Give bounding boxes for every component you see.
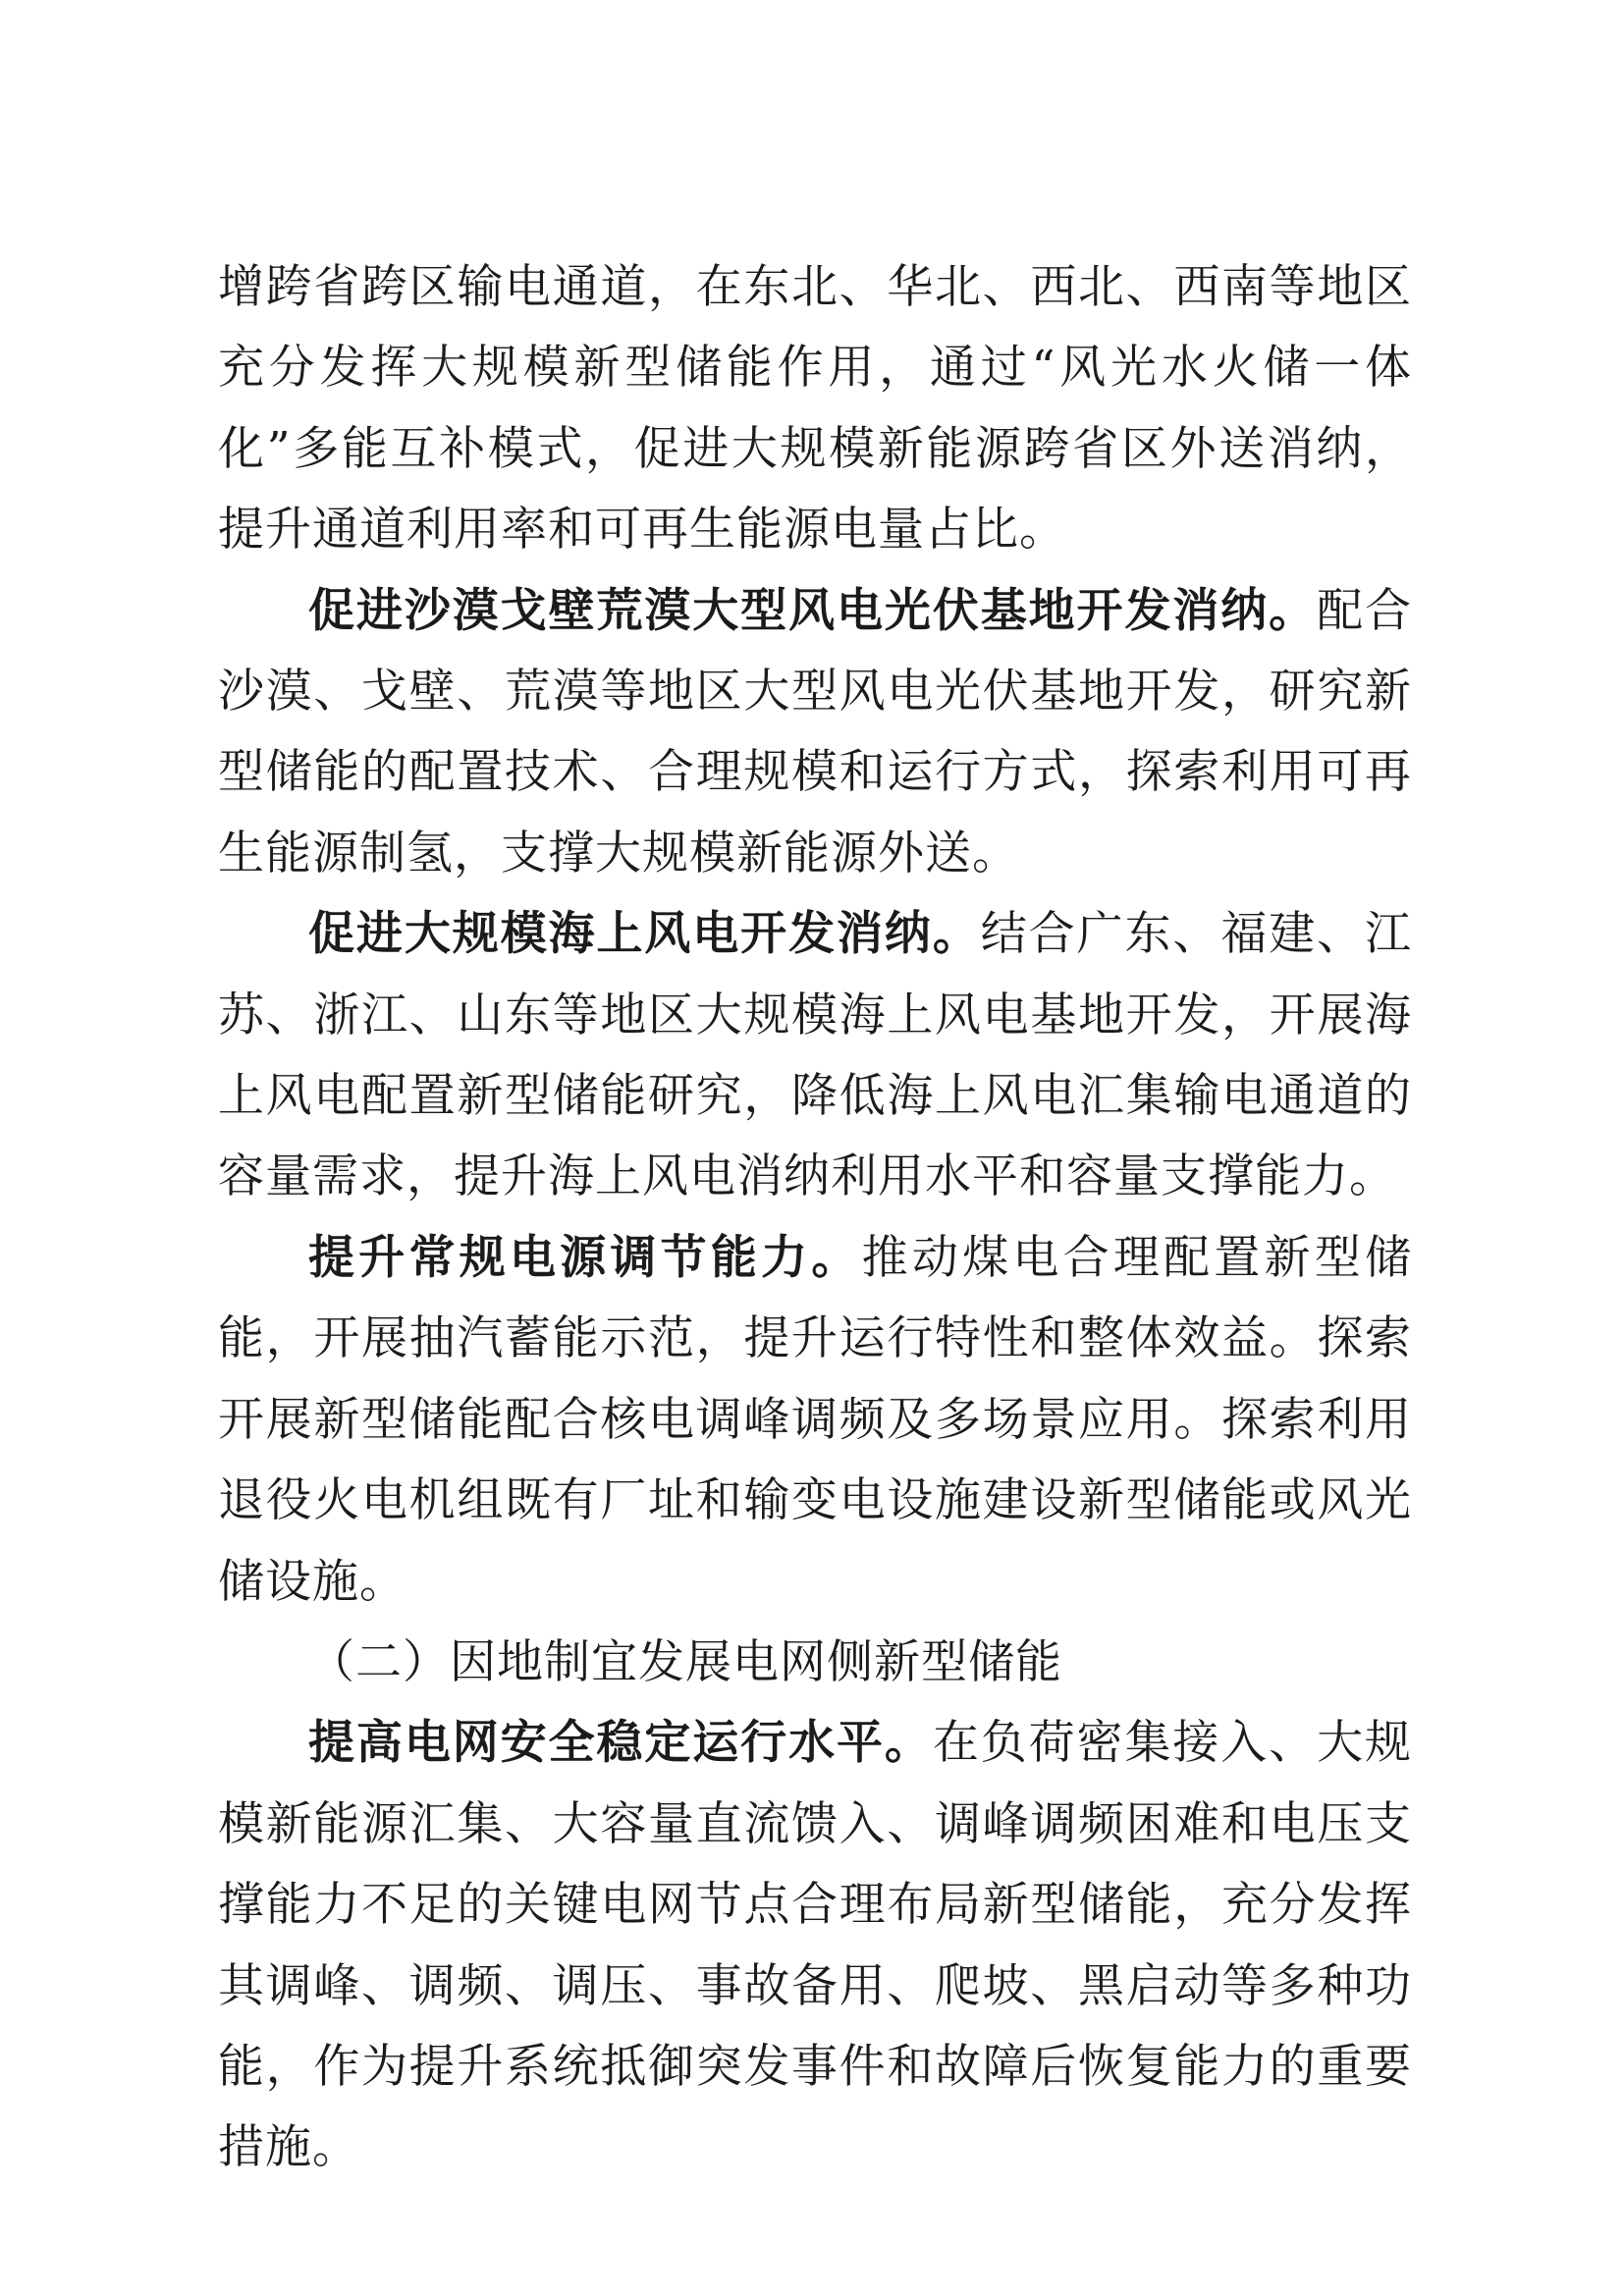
section-heading: （二）因地制宜发展电网侧新型储能 [308,1634,1062,1689]
paragraph-grid-stability [218,1703,1412,2188]
paragraph-text: 配合沙漠、戈壁、荒漠等地区大型风电光伏基地开发，研究新型储能的配置技术、合理规模和运行方式，探索利用可再生能源制氢，支撑大规模新能源外送。 [218,583,1413,881]
paragraph-lead: 促进沙漠戈壁荒漠大型风电光伏基地开发消纳。 [308,583,1318,638]
paragraph-text: 推动煤电合理配置新型储能，开展抽汽蓄能示范，提升运行特性和整体效益。探索开展新型储能配合核电调峰调频及多场景应用。探索利用退役火电机组既有厂址和输变电设施建设新型储能或风光储设施。 [218,1230,1413,1609]
paragraph-text: 结合广东、福建、江苏、浙江、山东等地区大规模海上风电基地开发，开展海上风电配置新型储能研究，降低海上风电汇集输电通道的容量需求，提升海上风电消纳利用水平和容量支撑能力。 [218,907,1413,1204]
paragraph-text: 在负荷密集接入、大规模新能源汇集、大容量直流馈入、调峰调频困难和电压支撑能力不足的关键电网节点合理布局新型储能，充分发挥其调峰、调频、调压、事故备用、爬坡、黑启动等多种功能，作为提升系统抵御突发事件和故障后恢复能力的重要措施。 [218,1716,1413,2175]
document-body [218,247,1412,2189]
paragraph-offshore-wind [218,894,1412,1218]
paragraph-cross-region-transmission [218,247,1412,571]
paragraph-lead: 提升常规电源调节能力。 [308,1230,862,1285]
paragraph-desert-base [218,571,1412,895]
paragraph-text: 增跨省跨区输电通道，在东北、华北、西北、西南等地区充分发挥大规模新型储能作用，通过“风光水火储一体化”多能互补模式，促进大规模新能源跨省区外送消纳，提升通道利用率和可再生能源电量占比。 [218,260,1412,558]
paragraph-conventional-power [218,1218,1412,1623]
paragraph-lead: 促进大规模海上风电开发消纳。 [308,907,981,962]
paragraph-lead: 提高电网安全稳定运行水平。 [308,1716,933,1771]
